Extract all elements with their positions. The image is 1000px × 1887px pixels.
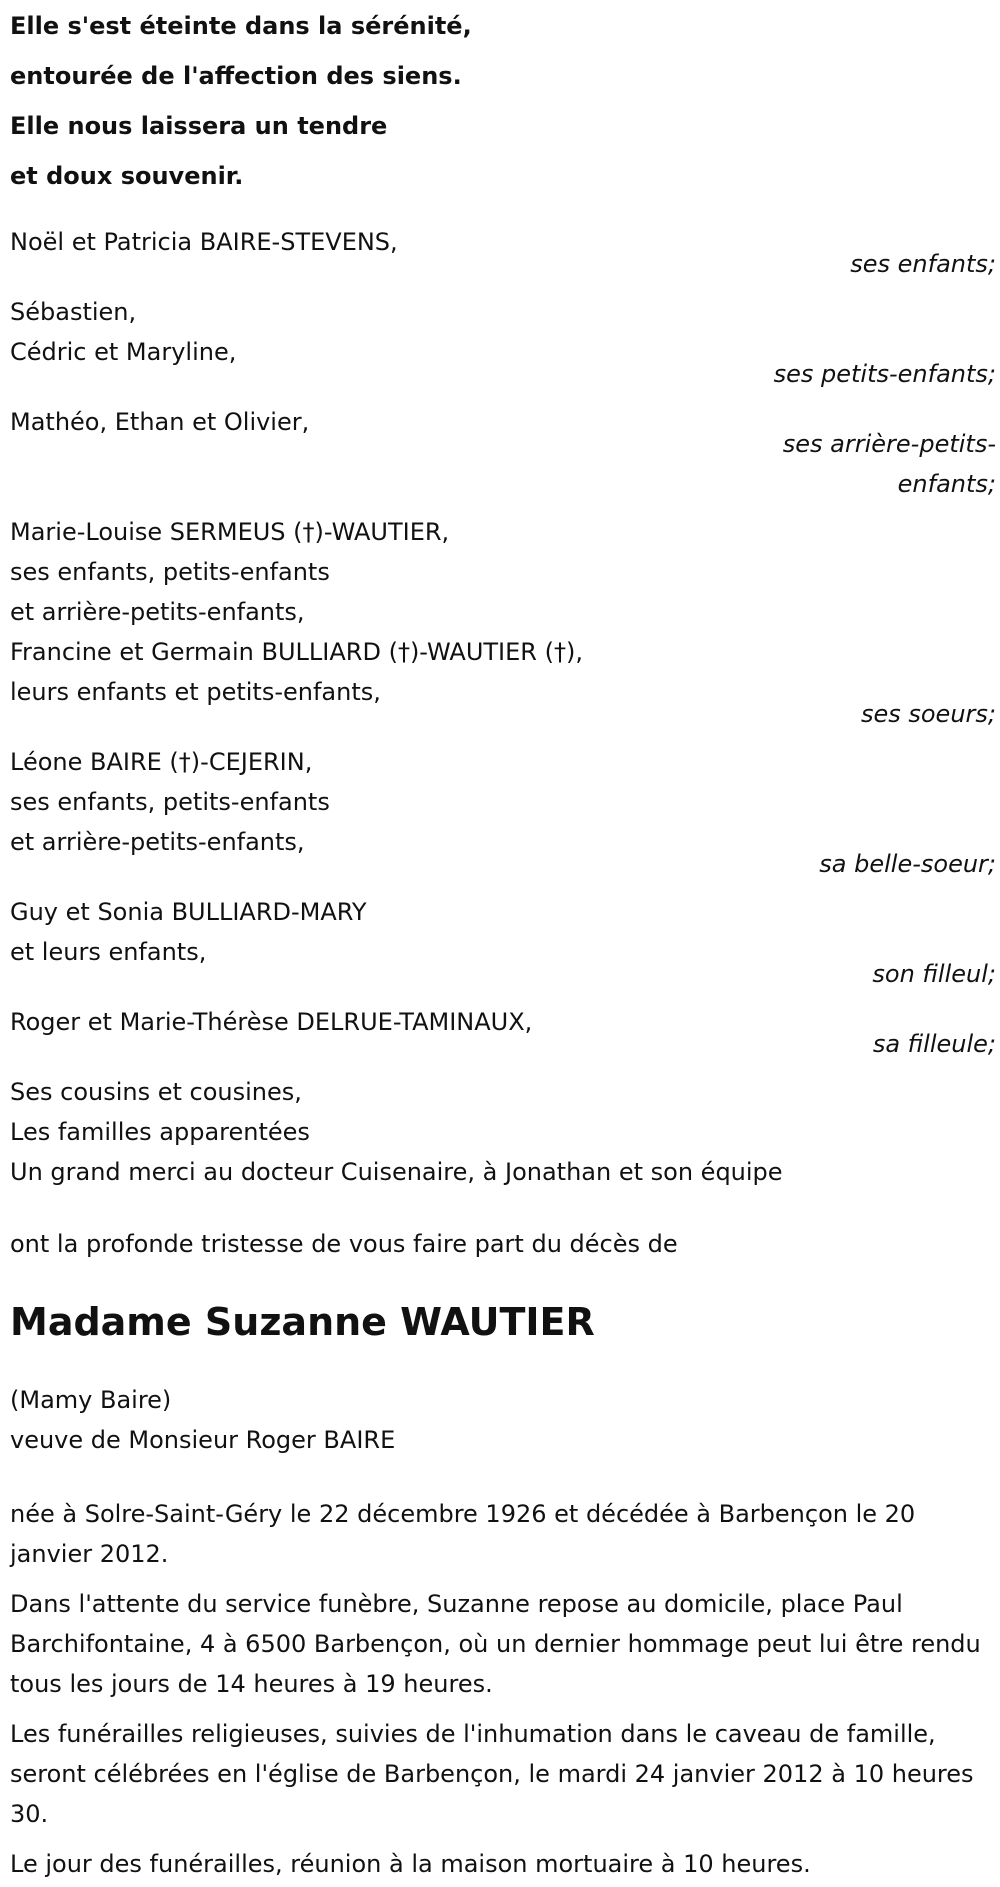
family-line: leurs enfants et petits-enfants, <box>10 678 381 706</box>
family-group <box>10 742 996 884</box>
family-role: ses soeurs; <box>860 700 996 728</box>
poem-line: et doux souvenir. <box>10 162 244 190</box>
family-group <box>10 512 996 734</box>
family-line: Léone BAIRE (†)-CEJERIN, <box>10 748 313 776</box>
family-role: sa filleule; <box>872 1030 996 1058</box>
family-role: son filleul; <box>872 960 996 988</box>
family-role <box>756 424 996 504</box>
other-relatives <box>10 1072 996 1192</box>
family-line: ses enfants, petits-enfants <box>10 788 330 816</box>
family-line: Noël et Patricia BAIRE-STEVENS, <box>10 228 398 256</box>
family-role-line: enfants; <box>897 470 996 498</box>
family-group <box>10 892 996 994</box>
visitation-paragraph: Dans l'attente du service funèbre, Suzanne repose au domicile, place Paul Barchifontaine, 4 à 6500 Barbençon, où un dernier hommage peut lui être rendu tous les jours de 14 heures à 19 heures. <box>10 1590 981 1698</box>
family-list <box>10 222 996 1192</box>
family-line: Marie-Louise SERMEUS (†)-WAUTIER, <box>10 518 450 546</box>
family-group <box>10 222 996 284</box>
other-line: Ses cousins et cousines, <box>10 1078 302 1106</box>
deceased-nickname: (Mamy Baire) <box>10 1386 172 1414</box>
family-line: ses enfants, petits-enfants <box>10 558 330 586</box>
poem-line: entourée de l'affection des siens. <box>10 62 462 90</box>
family-group <box>10 1002 996 1064</box>
family-line: Roger et Marie-Thérèse DELRUE-TAMINAUX, <box>10 1008 533 1036</box>
family-group <box>10 402 996 504</box>
deceased-widow-of: veuve de Monsieur Roger BAIRE <box>10 1426 396 1454</box>
family-role: sa belle-soeur; <box>819 850 996 878</box>
family-role: ses enfants; <box>850 250 996 278</box>
poem-line: Elle nous laissera un tendre <box>10 112 388 140</box>
deceased-name: Madame Suzanne WAUTIER <box>10 1300 595 1344</box>
family-line: Mathéo, Ethan et Olivier, <box>10 408 310 436</box>
family-line: et arrière-petits-enfants, <box>10 828 305 856</box>
family-line: Francine et Germain BULLIARD (†)-WAUTIER (†), <box>10 638 583 666</box>
family-role: ses petits-enfants; <box>773 360 996 388</box>
family-line: et arrière-petits-enfants, <box>10 598 305 626</box>
family-line: et leurs enfants, <box>10 938 207 966</box>
poem <box>10 0 1000 208</box>
family-line: Guy et Sonia BULLIARD-MARY <box>10 898 367 926</box>
other-line: Un grand merci au docteur Cuisenaire, à Jonathan et son équipe <box>10 1158 783 1186</box>
family-line: Sébastien, <box>10 298 137 326</box>
family-line: Cédric et Maryline, <box>10 338 237 366</box>
family-role-line: ses arrière-petits- <box>782 430 996 458</box>
meeting-paragraph: Le jour des funérailles, réunion à la maison mortuaire à 10 heures. <box>10 1850 811 1878</box>
other-line: Les familles apparentées <box>10 1118 310 1146</box>
family-group <box>10 292 996 394</box>
funeral-paragraph: Les funérailles religieuses, suivies de l'inhumation dans le caveau de famille, seront célébrées en l'église de Barbençon, le mardi 24 janvier 2012 à 10 heures 30. <box>10 1720 974 1828</box>
poem-line: Elle s'est éteinte dans la sérénité, <box>10 12 472 40</box>
birth-death-paragraph: née à Solre-Saint-Géry le 22 décembre 1926 et décédée à Barbençon le 20 janvier 2012. <box>10 1500 916 1568</box>
announcement-intro: ont la profonde tristesse de vous faire part du décès de <box>10 1230 678 1258</box>
